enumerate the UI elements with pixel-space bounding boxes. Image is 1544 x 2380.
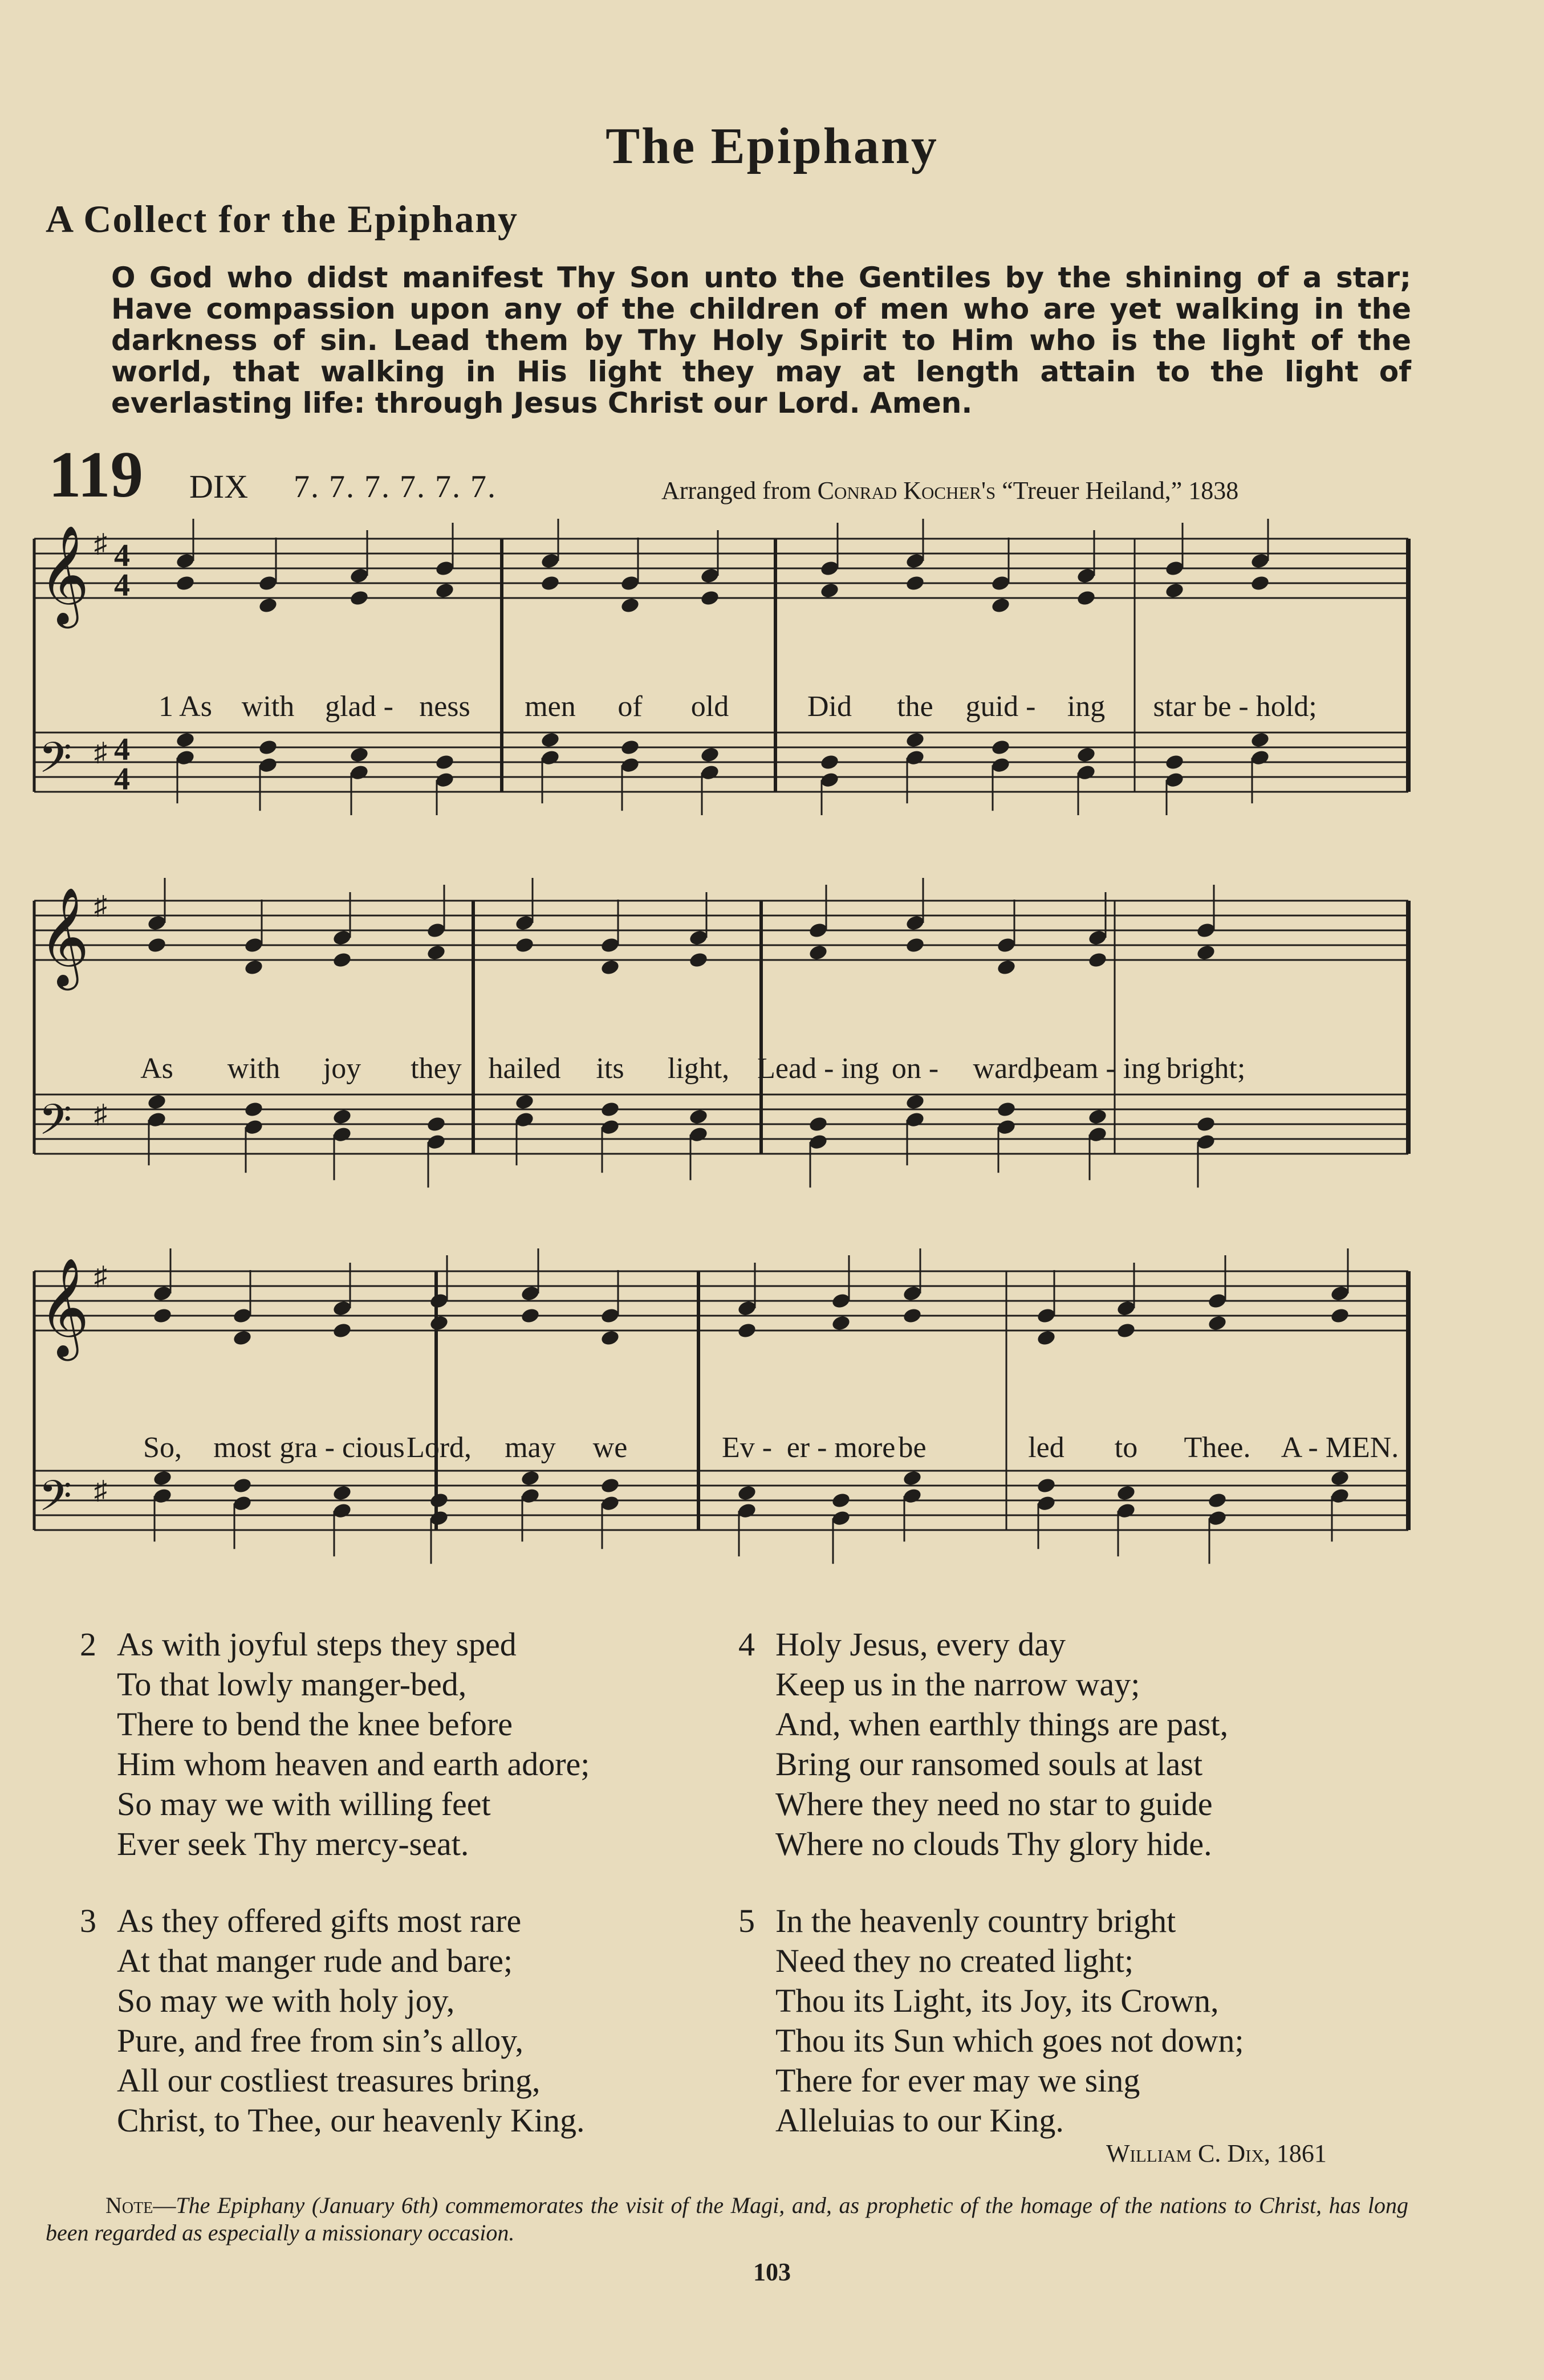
notehead bbox=[600, 959, 620, 977]
notehead bbox=[152, 1470, 173, 1487]
stanza-line: Where no clouds Thy glory hide. bbox=[775, 1825, 1212, 1862]
lyric-syllable: the bbox=[897, 690, 933, 723]
stanza-line: At that manger rude and bare; bbox=[117, 1942, 513, 1979]
notehead bbox=[688, 951, 709, 969]
stanza-5 bbox=[738, 1901, 1244, 2141]
lyric-syllable: er - more bbox=[786, 1431, 896, 1464]
stanza-line: Pure, and free from sin’s alloy, bbox=[117, 2022, 523, 2059]
music-staff-svg bbox=[0, 519, 1544, 815]
notehead bbox=[600, 1477, 620, 1495]
music-staff-svg bbox=[0, 1248, 1544, 1585]
lyric-syllable: with bbox=[227, 1052, 281, 1085]
notehead bbox=[232, 1329, 253, 1347]
notehead bbox=[1087, 1108, 1108, 1126]
time-signature-bottom: 4 bbox=[114, 568, 130, 603]
notehead bbox=[737, 1322, 757, 1340]
notehead bbox=[620, 597, 640, 615]
stanza-line: So may we with holy joy, bbox=[117, 1982, 455, 2019]
lyric-syllable: we bbox=[592, 1431, 628, 1464]
hymn-number: 119 bbox=[48, 438, 144, 511]
lyric-syllable: led bbox=[1028, 1431, 1064, 1464]
stanza-line: So may we with willing feet bbox=[117, 1785, 491, 1822]
notehead bbox=[1164, 582, 1185, 600]
notehead bbox=[152, 1307, 173, 1325]
lyric-syllable: guid - bbox=[965, 690, 1036, 723]
notehead bbox=[349, 589, 369, 607]
time-signature-bottom: 4 bbox=[114, 762, 130, 797]
lyric-syllable: its bbox=[596, 1052, 624, 1085]
lyric-syllable: men bbox=[525, 690, 576, 723]
notehead bbox=[996, 1101, 1017, 1118]
lyric-syllable: on - bbox=[891, 1052, 939, 1085]
notehead bbox=[540, 731, 560, 749]
lyric-syllable: star bbox=[1153, 690, 1196, 723]
collect-title: A Collect for the Epiphany bbox=[46, 197, 519, 241]
notehead bbox=[1076, 746, 1096, 764]
page-number: 103 bbox=[753, 2258, 791, 2286]
stanza-line: All our costliest treasures bring, bbox=[117, 2062, 541, 2099]
notehead bbox=[332, 1484, 352, 1502]
sharp-icon: ♯ bbox=[94, 528, 107, 558]
page-header-title: The Epiphany bbox=[606, 118, 938, 174]
lyric-syllable: joy bbox=[323, 1052, 361, 1085]
notehead bbox=[990, 597, 1011, 615]
lyric-syllable: hailed bbox=[488, 1052, 561, 1085]
stanza-line: Where they need no star to guide bbox=[775, 1785, 1213, 1822]
notehead bbox=[434, 754, 455, 771]
time-signature-top: 4 bbox=[114, 538, 130, 573]
notehead bbox=[905, 575, 925, 592]
stanza-line: Ever seek Thy mercy-seat. bbox=[117, 1825, 469, 1862]
notehead bbox=[520, 1470, 541, 1487]
notehead bbox=[737, 1484, 757, 1502]
arranger-credit bbox=[661, 476, 1238, 505]
notehead bbox=[1036, 1477, 1057, 1495]
stanza-line: And, when earthly things are past, bbox=[775, 1706, 1229, 1743]
sharp-icon: ♯ bbox=[94, 1261, 107, 1291]
notehead bbox=[332, 1108, 352, 1126]
notehead bbox=[1164, 754, 1185, 771]
stanza-line: To that lowly manger-bed, bbox=[117, 1666, 467, 1703]
lyric-syllable: ward, bbox=[973, 1052, 1040, 1085]
lyric-syllable: ing bbox=[1067, 690, 1106, 723]
footnote bbox=[46, 2192, 1408, 2247]
notehead bbox=[1116, 1484, 1136, 1502]
notehead bbox=[426, 1116, 446, 1133]
stanza-3 bbox=[80, 1901, 585, 2141]
lyric-syllable: beam - ing bbox=[1034, 1052, 1161, 1085]
bass-clef-icon: 𝄢 bbox=[39, 733, 72, 793]
notehead bbox=[600, 1101, 620, 1118]
notehead bbox=[1196, 944, 1216, 962]
notehead bbox=[905, 937, 925, 954]
lyric-syllable: Thee. bbox=[1184, 1431, 1251, 1464]
tune-meter: 7. 7. 7. 7. 7. 7. bbox=[294, 469, 497, 505]
notehead bbox=[808, 1116, 828, 1133]
collect-body: O God who didst manifest Thy Son unto the Gentiles by the shining of a star; Have compassion upon any of the children of men who are yet walking in the darkness of sin. Lead them by Thy Holy Spirit to Him who is the light of the world, that walking in His light they may at length attain to the light of everlasting life: through Jesus Christ our Lord. Amen. bbox=[111, 261, 1411, 420]
treble-clef-icon: 𝄞 bbox=[39, 887, 90, 986]
stanza-number: 5 bbox=[738, 1902, 755, 1939]
notehead bbox=[819, 582, 840, 600]
lyric-syllable: Lord, bbox=[406, 1431, 472, 1464]
lyric-syllable: glad - bbox=[325, 690, 393, 723]
notehead bbox=[831, 1492, 851, 1510]
notehead bbox=[332, 1322, 352, 1340]
footnote-lead: Note— bbox=[105, 2192, 176, 2218]
lyric-syllable: with bbox=[241, 690, 295, 723]
notehead bbox=[1116, 1322, 1136, 1340]
notehead bbox=[520, 1307, 541, 1325]
notehead bbox=[905, 731, 925, 749]
notehead bbox=[808, 944, 828, 962]
stanza-line: Thou its Light, its Joy, its Crown, bbox=[775, 1982, 1219, 2019]
stanza-line: Thou its Sun which goes not down; bbox=[775, 2022, 1244, 2059]
stanza-number: 3 bbox=[80, 1902, 96, 1939]
music-system-2 bbox=[0, 878, 1544, 1197]
notehead bbox=[1196, 1116, 1216, 1133]
notehead bbox=[990, 739, 1011, 756]
music-system-1 bbox=[0, 519, 1544, 815]
arranger-prefix: Arranged from bbox=[661, 477, 811, 505]
stanza-line: There to bend the knee before bbox=[117, 1706, 513, 1743]
notehead bbox=[429, 1492, 449, 1510]
lyric-syllable: gra - cious bbox=[279, 1431, 405, 1464]
stanza-line: Bring our ransomed souls at last bbox=[775, 1746, 1203, 1783]
stanza-line: In the heavenly country bright bbox=[775, 1902, 1176, 1939]
notehead bbox=[147, 1093, 167, 1111]
notehead bbox=[540, 575, 560, 592]
music-system-3 bbox=[0, 1248, 1544, 1585]
stanza-line: As with joyful steps they sped bbox=[117, 1626, 517, 1663]
lyric-syllable: may bbox=[505, 1431, 556, 1464]
lyric-syllable: Lead - ing bbox=[757, 1052, 879, 1085]
lyric-syllable: most bbox=[213, 1431, 271, 1464]
lyric-syllable: bright; bbox=[1166, 1052, 1246, 1085]
lyric-syllable: Ev - bbox=[721, 1431, 773, 1464]
sharp-icon: ♯ bbox=[94, 1475, 107, 1505]
notehead bbox=[620, 739, 640, 756]
notehead bbox=[700, 746, 720, 764]
tune-name: DIX bbox=[189, 468, 249, 505]
lyric-syllable: be - hold; bbox=[1203, 690, 1317, 723]
notehead bbox=[514, 1093, 535, 1111]
notehead bbox=[819, 754, 840, 771]
sharp-icon: ♯ bbox=[94, 737, 107, 767]
lyric-syllable: So, bbox=[143, 1431, 182, 1464]
notehead bbox=[514, 937, 535, 954]
notehead bbox=[905, 1093, 925, 1111]
stanza-number: 4 bbox=[738, 1626, 755, 1663]
notehead bbox=[1250, 731, 1270, 749]
stanza-line: Him whom heaven and earth adore; bbox=[117, 1746, 590, 1783]
lyric-syllable: 1 As bbox=[159, 690, 212, 723]
lyric-syllable: As bbox=[140, 1052, 173, 1085]
notehead bbox=[175, 731, 196, 749]
notehead bbox=[258, 597, 278, 615]
arranger-work: “Treuer Heiland,” 1838 bbox=[1002, 477, 1239, 505]
stanza-line: Keep us in the narrow way; bbox=[775, 1666, 1140, 1703]
notehead bbox=[600, 1329, 620, 1347]
stanza-line: As they offered gifts most rare bbox=[117, 1902, 522, 1939]
notehead bbox=[147, 937, 167, 954]
notehead bbox=[426, 944, 446, 962]
stanza-number: 2 bbox=[80, 1626, 96, 1663]
lyric-syllable: to bbox=[1114, 1431, 1138, 1464]
lyric-syllable: Did bbox=[807, 690, 852, 723]
notehead bbox=[1250, 575, 1270, 592]
sharp-icon: ♯ bbox=[94, 1099, 107, 1129]
footnote-body: The Epiphany (January 6th) commemorates the visit of the Magi, and, as prophetic of the homage of the nations to Christ, has long been regarded as especially a missionary occasion. bbox=[46, 2192, 1408, 2245]
music-staff-svg bbox=[0, 878, 1544, 1197]
author-credit: William C. Dix, 1861 bbox=[1106, 2139, 1327, 2167]
notehead bbox=[1036, 1329, 1057, 1347]
notehead bbox=[1087, 951, 1108, 969]
notehead bbox=[232, 1477, 253, 1495]
stanza-line: Christ, to Thee, our heavenly King. bbox=[117, 2102, 585, 2139]
notehead bbox=[902, 1307, 923, 1325]
lyric-syllable: of bbox=[617, 690, 643, 723]
stanza-line: Alleluias to our King. bbox=[775, 2102, 1064, 2139]
notehead bbox=[1076, 589, 1096, 607]
bass-clef-icon: 𝄢 bbox=[39, 1095, 72, 1155]
bass-clef-icon: 𝄢 bbox=[39, 1471, 72, 1531]
lyric-syllable: old bbox=[690, 690, 729, 723]
notehead bbox=[349, 746, 369, 764]
notehead bbox=[429, 1315, 449, 1332]
sharp-icon: ♯ bbox=[94, 890, 107, 920]
notehead bbox=[1330, 1307, 1350, 1325]
arranger-name: Conrad Kocher's bbox=[817, 477, 996, 505]
notehead bbox=[902, 1470, 923, 1487]
lyric-syllable: ness bbox=[419, 690, 470, 723]
notehead bbox=[688, 1108, 709, 1126]
notehead bbox=[996, 959, 1017, 977]
stanza-4 bbox=[738, 1625, 1229, 1864]
notehead bbox=[243, 1101, 264, 1118]
stanza-line: There for ever may we sing bbox=[775, 2062, 1140, 2099]
notehead bbox=[1207, 1315, 1228, 1332]
notehead bbox=[700, 589, 720, 607]
time-signature-top: 4 bbox=[114, 732, 130, 767]
stanza-line: Holy Jesus, every day bbox=[775, 1626, 1066, 1663]
lyric-syllable: be bbox=[898, 1431, 927, 1464]
lyric-syllable: light, bbox=[667, 1052, 730, 1085]
notehead bbox=[1330, 1470, 1350, 1487]
notehead bbox=[1207, 1492, 1228, 1510]
lyric-syllable: A - MEN. bbox=[1281, 1431, 1399, 1464]
treble-clef-icon: 𝄞 bbox=[39, 1258, 90, 1357]
treble-clef-icon: 𝄞 bbox=[39, 525, 90, 624]
notehead bbox=[258, 739, 278, 756]
lyric-syllable: they bbox=[411, 1052, 462, 1085]
notehead bbox=[831, 1315, 851, 1332]
notehead bbox=[243, 959, 264, 977]
notehead bbox=[175, 575, 196, 592]
stanza-2 bbox=[80, 1625, 590, 1864]
notehead bbox=[332, 951, 352, 969]
notehead bbox=[434, 582, 455, 600]
stanza-line: Need they no created light; bbox=[775, 1942, 1134, 1979]
